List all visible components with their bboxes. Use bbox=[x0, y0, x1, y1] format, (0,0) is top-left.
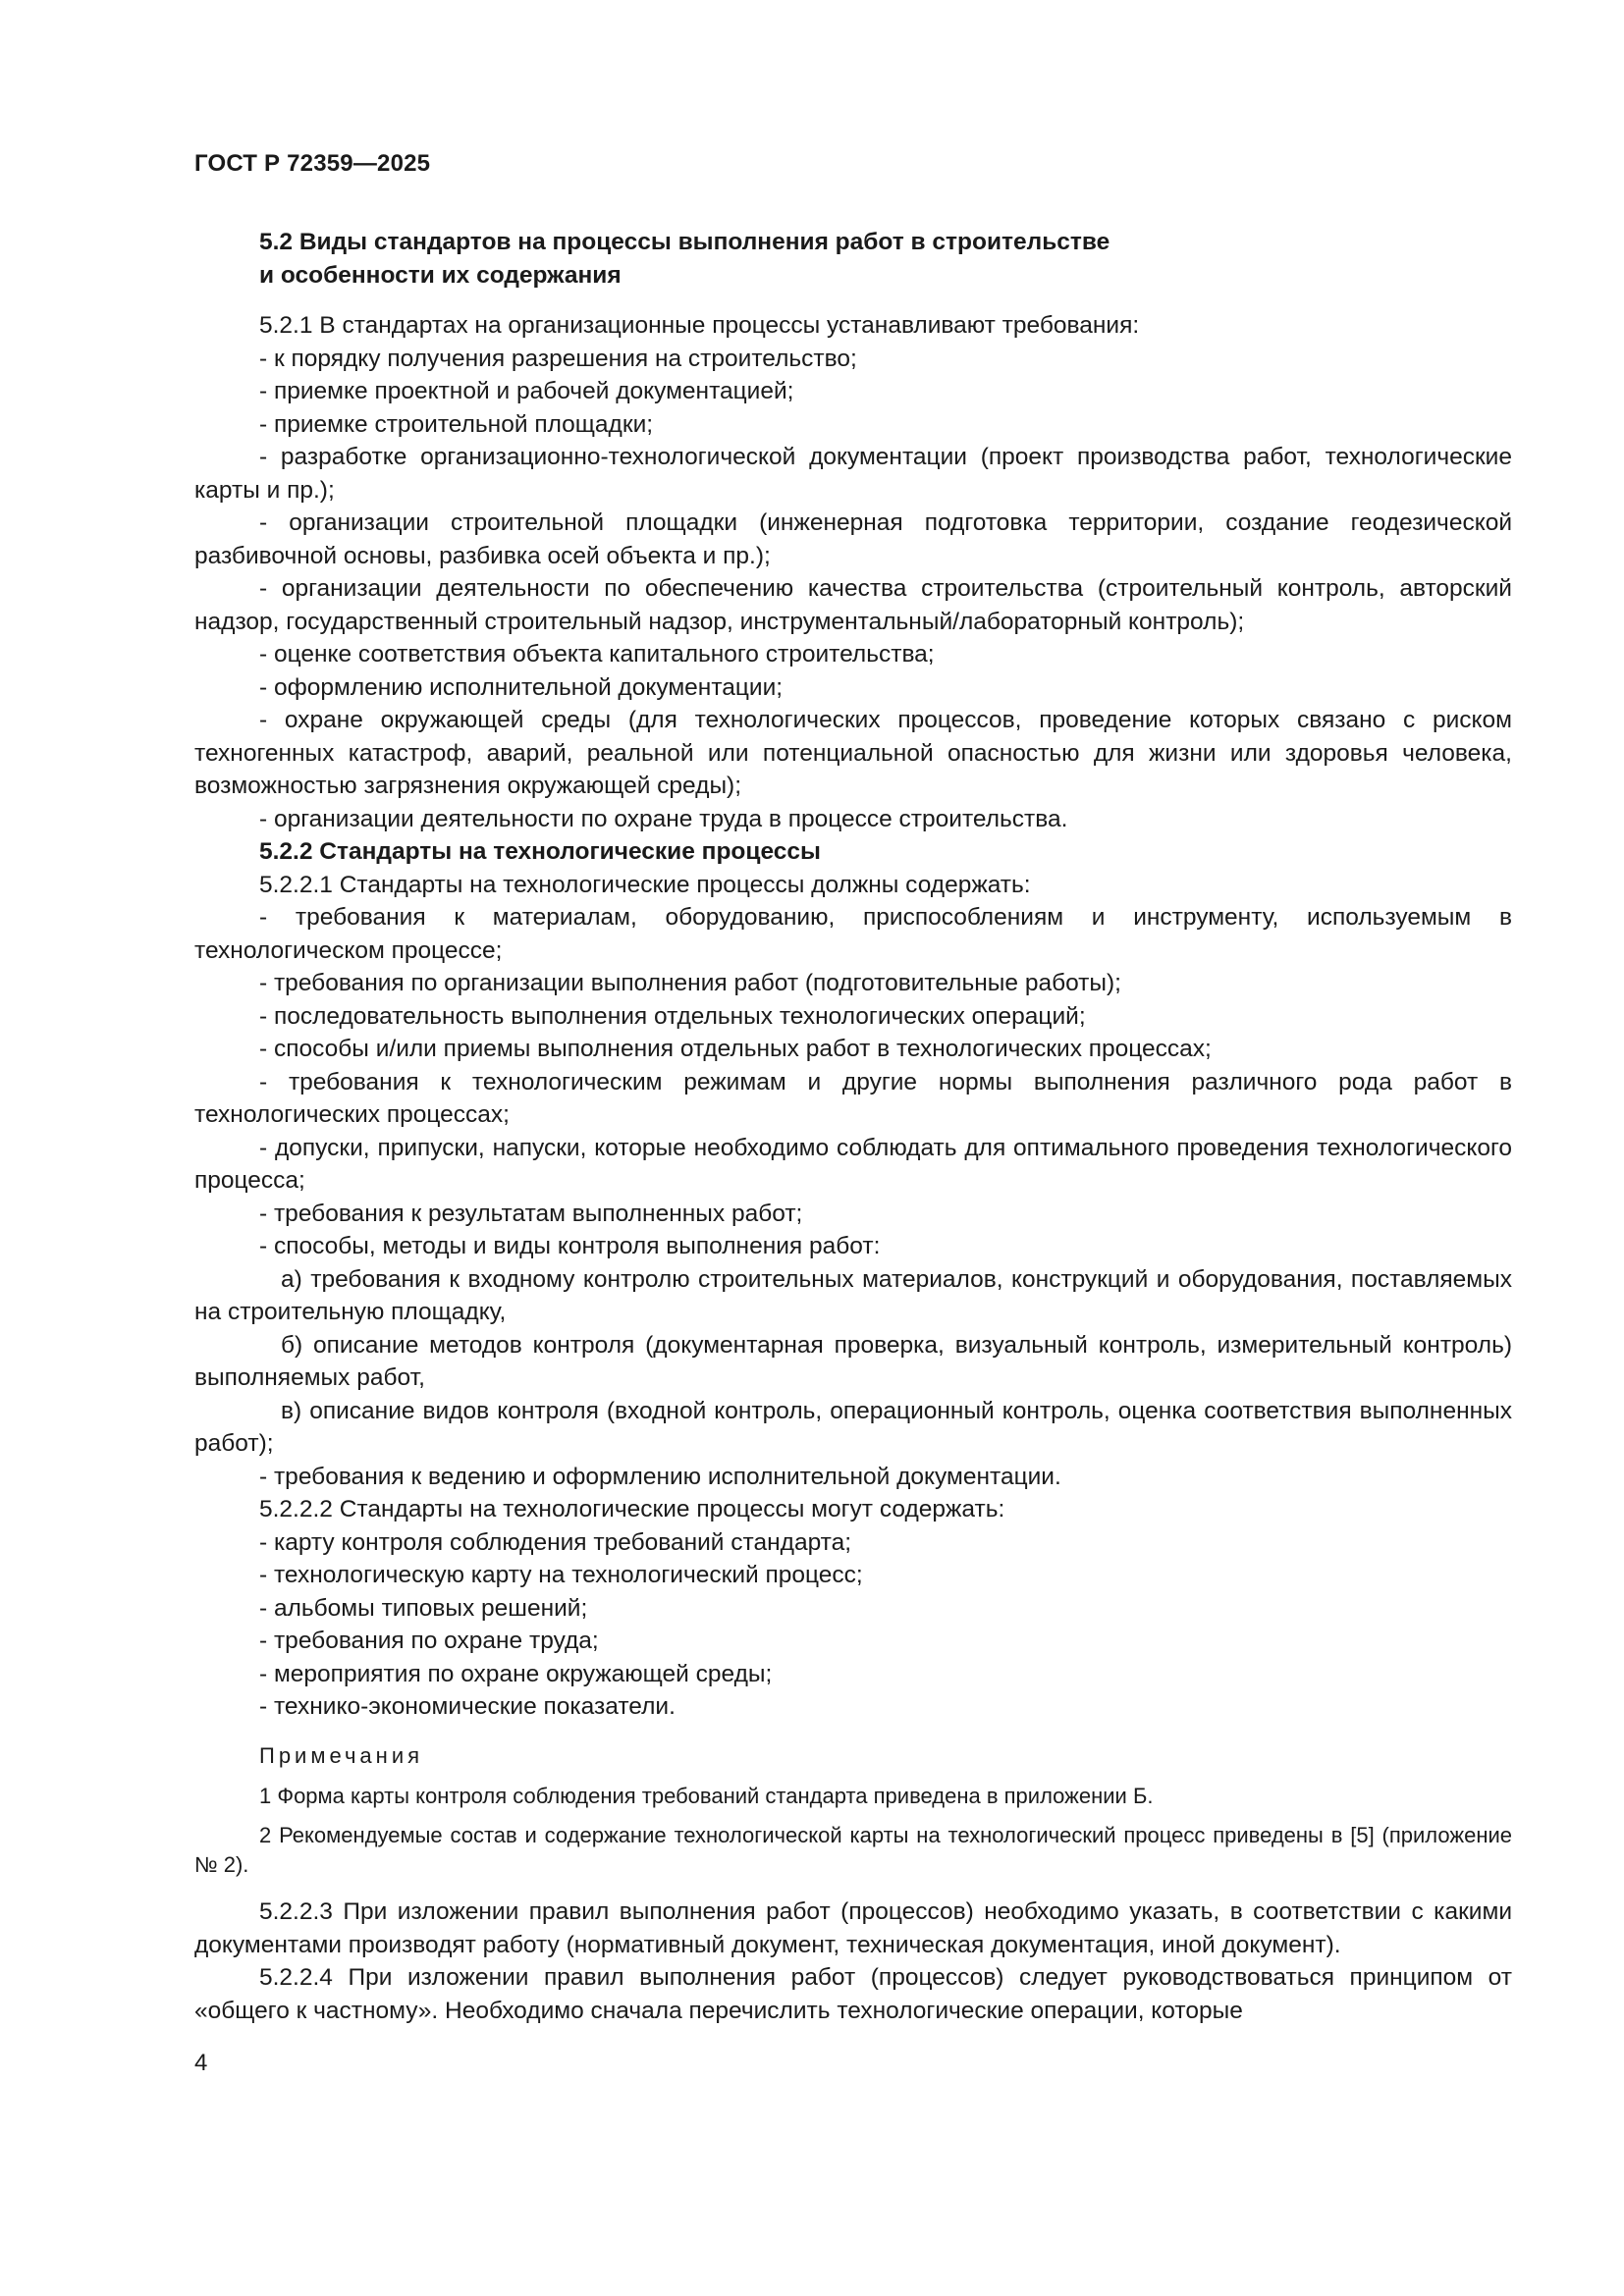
section-title bbox=[194, 226, 1512, 292]
subsection-title: 5.2.2 Стандарты на технологические процессы bbox=[259, 838, 821, 865]
sub-list-item: в) описание видов контроля (входной контроль, операционный контроль, оценка соответствия выполненных работ); bbox=[194, 1397, 1512, 1457]
list-item: - альбомы типовых решений; bbox=[259, 1594, 588, 1622]
list-item: - организации строительной площадки (инженерная подготовка территории, создание геодезической разбивочной основы, разбивка осей объекта и пр.); bbox=[194, 509, 1512, 569]
notes-title: Примечания bbox=[259, 1742, 424, 1768]
list-item: - технологическую карту на технологический процесс; bbox=[259, 1562, 863, 1588]
section-title-line1: 5.2 Виды стандартов на процессы выполнения работ в строительстве bbox=[259, 229, 1110, 255]
list-item: - требования по охране труда; bbox=[259, 1628, 599, 1654]
section-title-line2: и особенности их содержания bbox=[259, 261, 622, 289]
sub-list-item: а) требования к входному контролю строительных материалов, конструкций и оборудования, поставляемых на строительную площадку, bbox=[194, 1265, 1512, 1325]
list-item: - требования к ведению и оформлению исполнительной документации. bbox=[259, 1463, 1061, 1490]
list-item: - способы и/или приемы выполнения отдельных работ в технологических процессах; bbox=[259, 1036, 1212, 1062]
document-header: ГОСТ Р 72359—2025 bbox=[194, 150, 431, 177]
list-item: - требования по организации выполнения работ (подготовительные работы); bbox=[259, 970, 1121, 996]
list-item: - организации деятельности по обеспечению качества строительства (строительный контроль, авторский надзор, государственный строительный надзор, инструментальный/лабораторный контроль); bbox=[194, 575, 1512, 635]
list-item: - требования к результатам выполненных работ; bbox=[259, 1200, 803, 1227]
list-item: - мероприятия по охране окружающей среды; bbox=[259, 1660, 773, 1687]
list-item: - способы, методы и виды контроля выполнения работ: bbox=[259, 1233, 881, 1259]
paragraph: 5.2.2.2 Стандарты на технологические процессы могут содержать: bbox=[259, 1496, 1005, 1522]
list-item: - организации деятельности по охране труда в процессе строительства. bbox=[259, 805, 1068, 832]
list-item: - охране окружающей среды (для технологических процессов, проведение которых связано с риском техногенных катастроф, аварий, реальной или потенциальной опасностью для жизни или здоровья человека, возможностью загрязнения окружающей среды); bbox=[194, 707, 1512, 799]
list-item: - допуски, припуски, напуски, которые необходимо соблюдать для оптимального проведения технологического процесса; bbox=[194, 1134, 1512, 1194]
page-number: 4 bbox=[194, 2050, 208, 2076]
paragraph: 5.2.2.1 Стандарты на технологические процессы должны содержать: bbox=[259, 871, 1031, 898]
sub-list-item: б) описание методов контроля (документарная проверка, визуальный контроль, измерительный контроль) выполняемых работ, bbox=[194, 1331, 1512, 1391]
list-item: - разработке организационно-технологической документации (проект производства работ, технологические карты и пр.); bbox=[194, 444, 1512, 504]
list-item: - оценке соответствия объекта капитального строительства; bbox=[259, 641, 935, 667]
list-item: - приемке строительной площадки; bbox=[259, 410, 654, 438]
list-item: - карту контроля соблюдения требований стандарта; bbox=[259, 1528, 852, 1556]
list-item: - последовательность выполнения отдельных технологических операций; bbox=[259, 1002, 1086, 1030]
list-item: - приемке проектной и рабочей документацией; bbox=[259, 378, 794, 404]
note-item: 2 Рекомендуемые состав и содержание технологической карты на технологический процесс приведены в [5] (приложение № 2). bbox=[194, 1823, 1512, 1877]
paragraph: 5.2.2.4 При изложении правил выполнения работ (процессов) следует руководствоваться принципом от «общего к частному». Необходимо сначала перечислить технологические операции, которые bbox=[194, 1964, 1512, 2024]
document-body bbox=[194, 226, 1512, 2027]
list-item: - технико-экономические показатели. bbox=[259, 1693, 676, 1720]
list-item: - к порядку получения разрешения на строительство; bbox=[259, 345, 857, 372]
list-item: - требования к материалам, оборудованию, приспособлениям и инструменту, используемым в технологическом процессе; bbox=[194, 904, 1512, 964]
list-item: - требования к технологическим режимам и другие нормы выполнения различного рода работ в технологических процессах; bbox=[194, 1068, 1512, 1128]
paragraph: 5.2.1 В стандартах на организационные процессы устанавливают требования: bbox=[259, 312, 1140, 339]
list-item: - оформлению исполнительной документации; bbox=[259, 673, 784, 701]
paragraph: 5.2.2.3 При изложении правил выполнения работ (процессов) необходимо указать, в соответствии с какими документами производят работу (нормативный документ, техническая документация, иной документ). bbox=[194, 1898, 1512, 1958]
note-item: 1 Форма карты контроля соблюдения требований стандарта приведена в приложении Б. bbox=[259, 1784, 1154, 1808]
